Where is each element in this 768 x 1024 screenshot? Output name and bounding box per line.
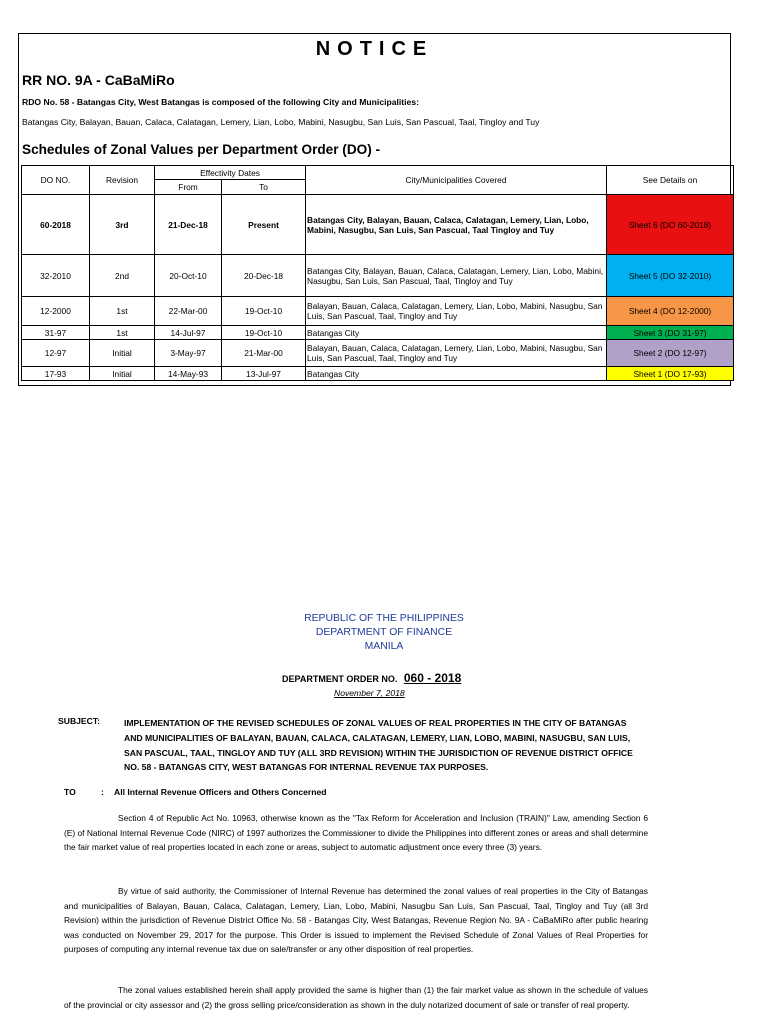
to-recipients: All Internal Revenue Officers and Others Concerned (114, 787, 327, 797)
cell-from: 22-Mar-00 (155, 297, 222, 326)
cell-from: 20-Oct-10 (155, 255, 222, 297)
cell-revision: 1st (90, 297, 155, 326)
order-date: November 7, 2018 (334, 688, 405, 698)
cell-from: 21-Dec-18 (155, 195, 222, 255)
paragraph-1: Section 4 of Republic Act No. 10963, otherwise known as the "Tax Reform for Acceleration and Inclusion (TRAIN)" Law, amending Section 6 (E) of National Internal Revenue Code (NIRC) of 1997 authorizes the Commissioner to divide the Philippines into different zones or areas and shall determine the fair market value of real properties located in each zone or areas, subject to automatic adjustment once every three (3) years. (64, 813, 648, 853)
header-see-details: See Details on (607, 166, 734, 195)
cell-to: Present (222, 195, 306, 255)
cell-from: 3-May-97 (155, 340, 222, 367)
rr-number: RR NO. 9A - CaBaMiRo (22, 72, 175, 88)
cell-do-no: 31-97 (22, 326, 90, 340)
cell-cities: Balayan, Bauan, Calaca, Calatagan, Lemery, Lian, Lobo, Mabini, Nasugbu, San Luis, San Pascual, Taal, Tingloy and Tuy (306, 297, 607, 326)
header-effectivity: Effectivity Dates (155, 166, 306, 180)
department-order-number: 060 - 2018 (403, 671, 462, 685)
cell-cities: Batangas City, Balayan, Bauan, Calaca, Calatagan, Lemery, Lian, Lobo, Mabini, Nasugbu, San Luis, San Pascual, Taal, Tingloy and Tuy (306, 255, 607, 297)
sheet-link[interactable]: Sheet 3 (DO 31-97) (607, 326, 734, 340)
cell-from: 14-May-93 (155, 367, 222, 381)
cell-cities: Balayan, Bauan, Calaca, Calatagan, Lemery, Lian, Lobo, Mabini, Nasugbu, San Luis, San Pascual, Taal, Tingloy and Tuy (306, 340, 607, 367)
cell-revision: 1st (90, 326, 155, 340)
to-label: TO (64, 787, 76, 797)
cell-cities: Batangas City, Balayan, Bauan, Calaca, Calatagan, Lemery, Lian, Lobo, Mabini, Nasugbu, San Luis, San Pascual, Taal Tingloy and Tuy (306, 195, 607, 255)
header-cities: City/Municipalities Covered (306, 166, 607, 195)
schedules-heading: Schedules of Zonal Values per Department Order (DO) - (22, 142, 381, 157)
table-row (22, 326, 734, 340)
cell-revision: 3rd (90, 195, 155, 255)
table-row (22, 297, 734, 326)
letterhead-department: DEPARTMENT OF FINANCE (315, 627, 453, 638)
cell-to: 19-Oct-10 (222, 297, 306, 326)
subject-label: SUBJECT: (58, 716, 101, 726)
notice-title: NOTICE (315, 38, 434, 60)
cell-cities: Batangas City (306, 367, 607, 381)
cell-do-no: 60-2018 (22, 195, 90, 255)
letterhead-city: MANILA (364, 641, 404, 652)
table-row (22, 340, 734, 367)
paragraph-2: By virtue of said authority, the Commissioner of Internal Revenue has determined the zonal values of real properties in the City of Batangas and municipalities of Balayan, Bauan, Calaca, Calatagan, Lemery, Lian, Lobo, Mabini, Nasugbu San Luis, San Pascual, Taal, Tingloy and Tuy (all 3rd Revision) within the jurisdiction of Revenue District Office No. 58 - Batangas City, West Batangas, Revenue Region No. 9A - CaBaMiRo after public hearing was conducted on November 29, 2017 for the purpose. This Order is issued to implement the Revised Schedule of Zonal Values of Real Properties for purposes of computing any internal revenue tax due on sale/transfer or any other disposition of real properties. (64, 886, 648, 955)
cell-do-no: 32-2010 (22, 255, 90, 297)
paragraph-3: The zonal values established herein shall apply provided the same is higher than (1) the fair market value as shown in the schedule of values of the provincial or city assessor and (2) the gross selling price/consideration as shown in the duly notarized document of sale or transfer of real property. (64, 985, 648, 1010)
sheet-link[interactable]: Sheet 1 (DO 17-93) (607, 367, 734, 381)
cell-revision: Initial (90, 340, 155, 367)
to-colon: : (101, 787, 104, 797)
sheet-link[interactable]: Sheet 2 (DO 12-97) (607, 340, 734, 367)
cell-to: 20-Dec-18 (222, 255, 306, 297)
cell-to: 19-Oct-10 (222, 326, 306, 340)
sheet-link[interactable]: Sheet 6 (DO 60-2018) (607, 195, 734, 255)
cell-to: 13-Jul-97 (222, 367, 306, 381)
header-revision: Revision (90, 166, 155, 195)
notice-box (18, 33, 731, 386)
cell-do-no: 17-93 (22, 367, 90, 381)
cell-do-no: 12-2000 (22, 297, 90, 326)
sheet-link[interactable]: Sheet 5 (DO 32-2010) (607, 255, 734, 297)
department-order-line (282, 671, 461, 685)
cities-list: Batangas City, Balayan, Bauan, Calaca, Calatagan, Lemery, Lian, Lobo, Mabini, Nasugbu, San Luis, San Pascual, Taal, Tingloy and Tuy (22, 117, 540, 127)
zonal-values-table (21, 165, 734, 381)
table-row (22, 195, 734, 255)
department-order-label: DEPARTMENT ORDER NO. (282, 674, 398, 684)
rdo-description: RDO No. 58 - Batangas City, West Batangas is composed of the following City and Municipalities: (22, 97, 419, 107)
letterhead-republic: REPUBLIC OF THE PHILIPPINES (304, 613, 464, 624)
table-row (22, 367, 734, 381)
cell-cities: Batangas City (306, 326, 607, 340)
subject-text: IMPLEMENTATION OF THE REVISED SCHEDULES OF ZONAL VALUES OF REAL PROPERTIES IN THE CITY OF BATANGAS AND MUNICIPALITIES OF BALAYAN, BAUAN, CALACA, CALATAGAN, LEMERY, LIAN, LOBO, MABINI, NASUGBU, SAN LUIS, SAN PASCUAL, TAAL, TINGLOY AND TUY (ALL 3RD REVISION) WITHIN THE JURISDICTION OF REVENUE DISTRICT OFFICE NO. 58 - BATANGAS CITY, WEST BATANGAS FOR INTERNAL REVENUE TAX PURPOSES. (124, 718, 633, 773)
table-row (22, 255, 734, 297)
to-line (64, 787, 327, 797)
cell-do-no: 12-97 (22, 340, 90, 367)
sheet-link[interactable]: Sheet 4 (DO 12-2000) (607, 297, 734, 326)
cell-to: 21-Mar-00 (222, 340, 306, 367)
cell-revision: Initial (90, 367, 155, 381)
header-from: From (155, 180, 222, 195)
letterhead (0, 612, 768, 654)
header-to: To (222, 180, 306, 195)
cell-revision: 2nd (90, 255, 155, 297)
header-do-no: DO NO. (22, 166, 90, 195)
cell-from: 14-Jul-97 (155, 326, 222, 340)
